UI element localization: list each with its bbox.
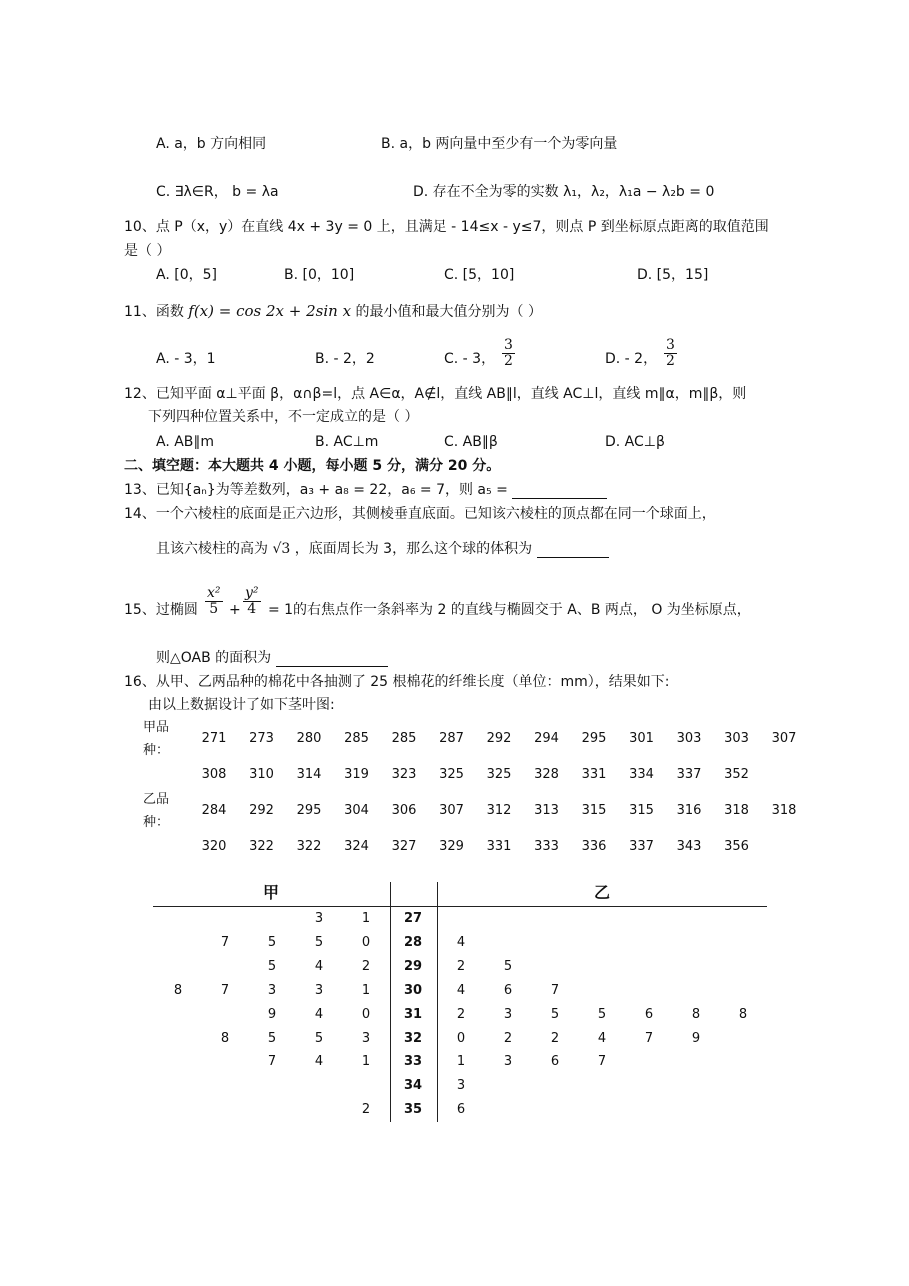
stem-value: 31 bbox=[403, 1006, 423, 1022]
q10-option-a: A. [0，5] bbox=[156, 267, 217, 283]
leaf-left: 2 bbox=[361, 958, 371, 974]
stem-value: 27 bbox=[403, 911, 423, 926]
leaf-left: 2 bbox=[361, 1102, 371, 1118]
data-value: 303 bbox=[676, 731, 702, 746]
data-value: 327 bbox=[391, 839, 417, 854]
data-value: 337 bbox=[629, 839, 654, 854]
fraction-denominator: 4 bbox=[247, 601, 257, 617]
leaf-left: 3 bbox=[267, 982, 277, 998]
leaf-right: 3 bbox=[456, 1078, 466, 1094]
leaf-left: 3 bbox=[314, 911, 324, 926]
leaf-left: 3 bbox=[361, 1030, 371, 1046]
leaf-left: 0 bbox=[361, 934, 371, 950]
data-value: 315 bbox=[581, 803, 607, 818]
stem-value: 28 bbox=[403, 934, 423, 950]
leaf-left: 1 bbox=[361, 982, 371, 998]
data-value: 323 bbox=[391, 767, 417, 782]
leaf-left: 4 bbox=[314, 1054, 324, 1070]
data-value: 322 bbox=[296, 839, 322, 854]
fraction-numerator: 3 bbox=[666, 337, 675, 353]
leaf-left: 4 bbox=[314, 958, 324, 974]
q16-text-line1: 16、从甲、乙两品种的棉花中各抽测了 25 根棉花的纤维长度（单位：mm），结果如下: bbox=[124, 674, 670, 690]
q12-option-a: A. AB∥m bbox=[156, 434, 215, 450]
data-value: 320 bbox=[201, 839, 227, 854]
q15-line2: 则△OAB 的面积为 bbox=[156, 650, 272, 666]
data-value: 307 bbox=[771, 731, 797, 746]
fraction-denominator: 2 bbox=[504, 353, 513, 369]
leaf-right: 6 bbox=[503, 982, 513, 998]
data-value: 322 bbox=[249, 839, 274, 854]
stem-leaf-divider-right bbox=[437, 882, 438, 1122]
q11-formula: f(x) = cos 2x + 2sin x bbox=[188, 302, 352, 320]
data-value: 329 bbox=[439, 839, 464, 854]
leaf-left: 7 bbox=[220, 982, 230, 998]
yi-label-1: 乙品 bbox=[143, 792, 170, 807]
q12-option-d: D. AC⊥β bbox=[605, 434, 665, 450]
leaf-left: 5 bbox=[314, 934, 324, 950]
data-value: 318 bbox=[771, 803, 797, 818]
data-value: 312 bbox=[486, 803, 512, 818]
fraction-numerator: y² bbox=[245, 585, 259, 601]
data-value: 284 bbox=[201, 803, 227, 818]
leaf-right: 6 bbox=[456, 1102, 466, 1118]
q11-option-c-fraction bbox=[502, 338, 515, 369]
leaf-left: 0 bbox=[361, 1006, 371, 1022]
fraction-numerator: x² bbox=[207, 585, 221, 601]
q11-text bbox=[124, 302, 542, 321]
leaf-left: 5 bbox=[267, 958, 277, 974]
data-value: 356 bbox=[724, 839, 749, 854]
data-value: 295 bbox=[581, 731, 607, 746]
data-value: 306 bbox=[391, 803, 417, 818]
data-value: 334 bbox=[629, 767, 654, 782]
q13-prompt: 13、已知{aₙ}为等差数列，a₃ + a₈ = 22，a₆ = 7，则 a₅ = bbox=[124, 482, 508, 498]
leaf-right: 1 bbox=[456, 1054, 466, 1070]
yi-label-2: 种： bbox=[143, 815, 170, 830]
leaf-right: 2 bbox=[456, 958, 466, 974]
leaf-right: 9 bbox=[691, 1030, 701, 1046]
q14-line2-a: 且该六棱柱的高为 bbox=[156, 541, 268, 557]
data-value: 318 bbox=[724, 803, 749, 818]
data-value: 285 bbox=[391, 731, 417, 746]
q10-option-b: B. [0，10] bbox=[284, 267, 355, 283]
leaf-right: 7 bbox=[550, 982, 560, 998]
q11-prefix: 11、函数 bbox=[124, 304, 184, 320]
q12-option-b: B. AC⊥m bbox=[315, 434, 379, 450]
q9-option-a: A. a，b 方向相同 bbox=[156, 136, 267, 152]
q15-fraction-x bbox=[205, 586, 223, 617]
stem-leaf-divider-left bbox=[390, 882, 391, 1122]
leaf-right: 7 bbox=[644, 1030, 654, 1046]
stem-value: 29 bbox=[403, 958, 423, 974]
leaf-left: 7 bbox=[267, 1054, 277, 1070]
data-value: 310 bbox=[249, 767, 274, 782]
stem-value: 33 bbox=[403, 1054, 423, 1070]
leaf-right: 4 bbox=[597, 1030, 607, 1046]
q15-equals: = 1 bbox=[268, 602, 294, 618]
leaf-right: 6 bbox=[550, 1054, 560, 1070]
q15-prefix: 15、过椭圆 bbox=[124, 602, 198, 618]
leaf-left: 9 bbox=[267, 1006, 277, 1022]
data-value: 314 bbox=[296, 767, 322, 782]
data-value: 343 bbox=[676, 839, 702, 854]
data-value: 307 bbox=[439, 803, 464, 818]
leaf-right: 6 bbox=[644, 1006, 654, 1022]
data-value: 271 bbox=[201, 731, 227, 746]
leaf-right: 2 bbox=[550, 1030, 560, 1046]
q14-text-line2 bbox=[156, 540, 609, 558]
q11-option-d-fraction bbox=[664, 338, 677, 369]
data-value: 294 bbox=[534, 731, 559, 746]
q15-suffix: 的右焦点作一条斜率为 2 的直线与椭圆交于 A、B 两点， O 为坐标原点， bbox=[293, 602, 751, 618]
q9-option-c: C. ∃λ∈R， b = λa bbox=[156, 184, 279, 200]
jia-label-1: 甲品 bbox=[143, 720, 170, 735]
data-value: 292 bbox=[486, 731, 512, 746]
leaf-left: 1 bbox=[361, 911, 371, 926]
leaf-right: 5 bbox=[597, 1006, 607, 1022]
q9-option-b: B. a，b 两向量中至少有一个为零向量 bbox=[381, 136, 618, 152]
stem-value: 32 bbox=[403, 1030, 423, 1046]
leaf-left: 5 bbox=[267, 1030, 277, 1046]
section-heading: 二、填空题：本大题共 4 小题，每小题 5 分，满分 20 分。 bbox=[124, 458, 501, 474]
data-value: 301 bbox=[629, 731, 654, 746]
q15-fraction-y bbox=[243, 586, 261, 617]
leaf-left: 5 bbox=[267, 934, 277, 950]
data-value: 308 bbox=[201, 767, 227, 782]
data-value: 336 bbox=[581, 839, 607, 854]
data-value: 313 bbox=[534, 803, 559, 818]
q11-option-c: C. - 3， bbox=[444, 351, 496, 367]
data-value: 325 bbox=[439, 767, 464, 782]
data-value: 315 bbox=[629, 803, 654, 818]
q16-text-line2: 由以上数据设计了如下茎叶图: bbox=[148, 697, 335, 713]
q14-answer-blank[interactable] bbox=[537, 543, 609, 558]
leaf-right: 2 bbox=[503, 1030, 513, 1046]
leaf-left: 4 bbox=[314, 1006, 324, 1022]
stem-leaf-header-rule bbox=[153, 906, 767, 907]
data-value: 303 bbox=[724, 731, 749, 746]
q11-option-d: D. - 2， bbox=[605, 351, 658, 367]
data-value: 273 bbox=[249, 731, 274, 746]
q15-plus: + bbox=[229, 602, 241, 618]
leaf-left: 8 bbox=[220, 1030, 230, 1046]
leaf-left: 7 bbox=[220, 934, 230, 950]
data-value: 304 bbox=[344, 803, 369, 818]
q12-option-c: C. AB∥β bbox=[444, 434, 498, 450]
q10-text-line2: 是（ ） bbox=[124, 243, 171, 259]
data-value: 287 bbox=[439, 731, 464, 746]
stem-value: 34 bbox=[403, 1078, 423, 1094]
q10-text-line1: 10、点 P（x，y）在直线 4x + 3y = 0 上，且满足 - 14≤x - y≤7，则点 P 到坐标原点距离的取值范围 bbox=[124, 219, 769, 235]
leaf-right: 2 bbox=[456, 1006, 466, 1022]
q13-answer-blank[interactable] bbox=[512, 484, 607, 499]
data-value: 328 bbox=[534, 767, 559, 782]
q14-sqrt: √3 bbox=[272, 541, 291, 557]
q11-option-b: B. - 2，2 bbox=[315, 351, 375, 367]
data-value: 333 bbox=[534, 839, 559, 854]
data-value: 352 bbox=[724, 767, 749, 782]
data-value: 316 bbox=[676, 803, 702, 818]
leaf-right: 4 bbox=[456, 934, 466, 950]
data-value: 325 bbox=[486, 767, 512, 782]
q11-option-a: A. - 3，1 bbox=[156, 351, 216, 367]
q9-option-d: D. 存在不全为零的实数 λ₁，λ₂，λ₁a − λ₂b = 0 bbox=[413, 184, 715, 200]
leaf-left: 8 bbox=[173, 982, 183, 998]
data-value: 319 bbox=[344, 767, 369, 782]
leaf-right: 5 bbox=[550, 1006, 560, 1022]
data-value: 280 bbox=[296, 731, 322, 746]
leaf-right: 3 bbox=[503, 1006, 513, 1022]
q14-text-line1: 14、一个六棱柱的底面是正六边形，其侧棱垂直底面。已知该六棱柱的顶点都在同一个球面上， bbox=[124, 506, 716, 522]
data-value: 331 bbox=[486, 839, 512, 854]
fraction-denominator: 5 bbox=[209, 601, 219, 617]
stem-leaf-left-header: 甲 bbox=[263, 883, 280, 902]
leaf-right: 3 bbox=[503, 1054, 513, 1070]
stem-value: 30 bbox=[403, 982, 423, 998]
stem-leaf-right-header: 乙 bbox=[594, 883, 611, 902]
data-value: 285 bbox=[344, 731, 369, 746]
leaf-right: 8 bbox=[738, 1006, 748, 1022]
q14-line2-b: ，底面周长为 3，那么这个球的体积为 bbox=[294, 541, 533, 557]
q15-answer-blank[interactable] bbox=[276, 652, 388, 667]
leaf-left: 5 bbox=[314, 1030, 324, 1046]
leaf-right: 5 bbox=[503, 958, 513, 974]
q10-option-d: D. [5，15] bbox=[637, 267, 709, 283]
q12-text-line2: 下列四种位置关系中，不一定成立的是（ ） bbox=[148, 409, 419, 425]
leaf-right: 0 bbox=[456, 1030, 466, 1046]
q15-text-line2 bbox=[156, 649, 388, 667]
q11-suffix: 的最小值和最大值分别为（ ） bbox=[355, 304, 542, 320]
fraction-numerator: 3 bbox=[504, 337, 513, 353]
leaf-right: 7 bbox=[597, 1054, 607, 1070]
q10-option-c: C. [5，10] bbox=[444, 267, 515, 283]
data-value: 292 bbox=[249, 803, 274, 818]
jia-label-2: 种： bbox=[143, 743, 170, 758]
leaf-left: 1 bbox=[361, 1054, 371, 1070]
stem-value: 35 bbox=[403, 1102, 423, 1118]
leaf-left: 3 bbox=[314, 982, 324, 998]
data-value: 331 bbox=[581, 767, 607, 782]
data-value: 337 bbox=[676, 767, 702, 782]
leaf-right: 8 bbox=[691, 1006, 701, 1022]
data-value: 295 bbox=[296, 803, 322, 818]
q12-text-line1: 12、已知平面 α⊥平面 β，α∩β=l，点 A∈α，A∉l，直线 AB∥l，直线 AC⊥l，直线 m∥α，m∥β，则 bbox=[124, 386, 747, 402]
leaf-right: 4 bbox=[456, 982, 466, 998]
data-value: 324 bbox=[344, 839, 369, 854]
q13-text bbox=[124, 481, 607, 499]
fraction-denominator: 2 bbox=[666, 353, 675, 369]
